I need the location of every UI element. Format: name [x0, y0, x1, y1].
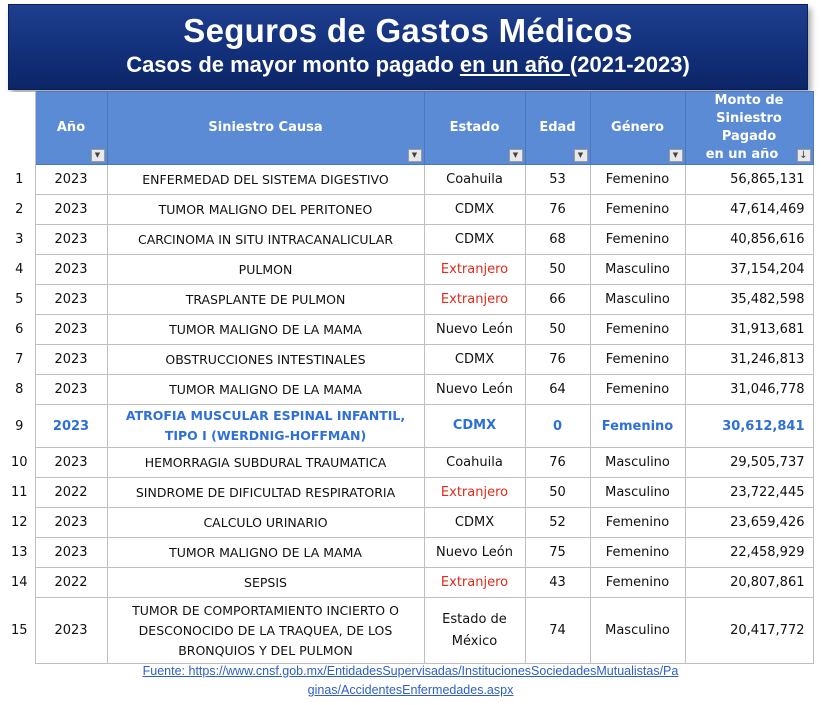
table-row [4, 195, 813, 225]
source-link[interactable] [0, 662, 821, 700]
cell-gender: Masculino [590, 598, 685, 664]
table-body [4, 165, 813, 664]
cell-cause-line: TUMOR MALIGNO DE LA MAMA [169, 544, 362, 560]
cell-year: 2023 [35, 285, 107, 315]
cell-cause-line: OBSTRUCCIONES INTESTINALES [165, 351, 366, 367]
cell-cause [107, 375, 424, 405]
subtitle-prefix: Casos de mayor monto pagado [126, 52, 460, 77]
cell-year: 2023 [35, 345, 107, 375]
cell-state-line: Extranjero [440, 484, 509, 500]
cell-cause [107, 165, 424, 195]
cell-age: 52 [525, 508, 590, 538]
cell-state [424, 478, 525, 508]
cell-gender: Masculino [590, 448, 685, 478]
cell-age: 76 [525, 345, 590, 375]
table-row [4, 345, 813, 375]
cell-state [424, 255, 525, 285]
row-number: 9 [4, 405, 35, 448]
cell-age: 68 [525, 225, 590, 255]
cell-year: 2023 [35, 508, 107, 538]
cell-cause-line: CARCINOMA IN SITU INTRACANALICULAR [137, 231, 394, 247]
cell-state-line: CDMX [454, 351, 495, 367]
subtitle-suffix: (2021-2023) [569, 52, 690, 77]
row-number: 7 [4, 345, 35, 375]
cell-cause-line: TUMOR MALIGNO DE LA MAMA [169, 321, 362, 337]
cell-cause-line: SEPSIS [244, 574, 287, 590]
cell-year: 2023 [35, 195, 107, 225]
cell-state-line: Estado de [442, 611, 507, 627]
cell-year: 2023 [35, 538, 107, 568]
cell-cause-line: CALCULO URINARIO [203, 514, 328, 530]
cell-cause-line: SINDROME DE DIFICULTAD RESPIRATORIA [135, 484, 396, 500]
cell-year: 2023 [35, 598, 107, 664]
cell-year: 2023 [35, 405, 107, 448]
row-number: 12 [4, 508, 35, 538]
cell-cause [107, 195, 424, 225]
dropdown-filter-icon[interactable]: ▼ [509, 149, 523, 162]
cell-cause-line: TIPO I (WERDNIG-HOFFMAN) [164, 428, 367, 443]
row-number: 4 [4, 255, 35, 285]
cell-age: 74 [525, 598, 590, 664]
cell-state [424, 598, 525, 664]
cell-cause [107, 225, 424, 255]
cell-cause [107, 255, 424, 285]
cell-gender: Femenino [590, 315, 685, 345]
cell-cause [107, 345, 424, 375]
cell-state-line: Coahuila [446, 454, 503, 470]
cell-age: 53 [525, 165, 590, 195]
cell-cause [107, 568, 424, 598]
row-number: 2 [4, 195, 35, 225]
cell-cause-line: TUMOR DE COMPORTAMIENTO INCIERTO O [132, 602, 399, 618]
column-header-cause [107, 92, 424, 165]
row-number: 11 [4, 478, 35, 508]
table-row [4, 255, 813, 285]
cell-amount: 31,046,778 [685, 375, 813, 405]
table-row [4, 568, 813, 598]
column-header-age [525, 92, 590, 165]
cell-amount: 35,482,598 [685, 285, 813, 315]
cell-amount: 56,865,131 [685, 165, 813, 195]
cell-state [424, 448, 525, 478]
dropdown-filter-icon[interactable]: ▼ [408, 149, 422, 162]
column-header-gender-label: Género [611, 120, 664, 135]
table-row [4, 405, 813, 448]
cell-age: 50 [525, 315, 590, 345]
cell-state-line: CDMX [454, 201, 495, 217]
cell-cause-line: TRASPLANTE DE PULMON [185, 291, 346, 307]
cell-year: 2023 [35, 375, 107, 405]
column-header-amount [685, 92, 813, 165]
cell-state-line: CDMX [454, 231, 495, 247]
cell-state [424, 568, 525, 598]
row-number: 6 [4, 315, 35, 345]
cell-age: 75 [525, 538, 590, 568]
column-header-state [424, 92, 525, 165]
source-link-line1[interactable]: Fuente: https://www.cnsf.gob.mx/EntidadesSupervisadas/InstitucionesSociedadesMutualistas/Pa [142, 664, 679, 678]
cell-amount: 31,913,681 [685, 315, 813, 345]
cell-cause-line: DESCONOCIDO DE LA TRAQUEA, DE LOS [138, 622, 393, 638]
cell-amount: 37,154,204 [685, 255, 813, 285]
cell-gender: Masculino [590, 285, 685, 315]
column-header-state-label: Estado [449, 120, 500, 135]
column-header-gender [590, 92, 685, 165]
column-header-amount-line3: en un año [705, 147, 779, 162]
cell-state [424, 165, 525, 195]
cell-cause-line: PULMON [238, 261, 293, 277]
cell-cause-line: TUMOR MALIGNO DEL PERITONEO [158, 201, 373, 217]
column-header-amount-line1: Monto de [714, 93, 784, 108]
cell-state [424, 375, 525, 405]
cell-gender: Femenino [590, 405, 685, 448]
dropdown-filter-icon[interactable]: ▼ [91, 149, 105, 162]
cell-amount: 47,614,469 [685, 195, 813, 225]
cell-age: 43 [525, 568, 590, 598]
table-row [4, 538, 813, 568]
cell-amount: 20,417,772 [685, 598, 813, 664]
cell-year: 2023 [35, 448, 107, 478]
cell-gender: Femenino [590, 375, 685, 405]
row-number: 15 [4, 598, 35, 664]
cell-cause [107, 405, 424, 448]
cell-cause [107, 598, 424, 664]
cell-gender: Femenino [590, 195, 685, 225]
cell-age: 50 [525, 478, 590, 508]
cell-amount: 20,807,861 [685, 568, 813, 598]
cell-amount: 23,659,426 [685, 508, 813, 538]
table-row [4, 508, 813, 538]
column-header-age-label: Edad [539, 120, 576, 135]
source-link-line2[interactable]: ginas/AccidentesEnfermedades.aspx [307, 683, 514, 697]
column-header-cause-label: Siniestro Causa [208, 120, 323, 135]
table-row [4, 285, 813, 315]
cell-year: 2022 [35, 568, 107, 598]
cell-cause-line: ENFERMEDAD DEL SISTEMA DIGESTIVO [142, 171, 389, 187]
cell-state [424, 538, 525, 568]
cell-gender: Masculino [590, 255, 685, 285]
row-number-header [4, 92, 35, 165]
cell-cause-line: TUMOR MALIGNO DE LA MAMA [169, 381, 362, 397]
cell-gender: Femenino [590, 165, 685, 195]
cell-state-line: CDMX [454, 514, 495, 530]
cell-year: 2023 [35, 165, 107, 195]
table-row [4, 225, 813, 255]
cell-cause [107, 508, 424, 538]
cell-year: 2023 [35, 225, 107, 255]
table-row [4, 375, 813, 405]
cell-state [424, 225, 525, 255]
cell-year: 2023 [35, 255, 107, 285]
cell-age: 76 [525, 448, 590, 478]
dropdown-filter-icon[interactable]: ▼ [669, 149, 683, 162]
cell-state-line: Nuevo León [436, 381, 513, 397]
cell-state-line: Extranjero [440, 261, 509, 277]
row-number: 5 [4, 285, 35, 315]
cell-state [424, 508, 525, 538]
cell-age: 64 [525, 375, 590, 405]
row-number: 3 [4, 225, 35, 255]
row-number: 13 [4, 538, 35, 568]
column-header-amount-line2: Siniestro Pagado [716, 111, 782, 144]
table-row [4, 448, 813, 478]
subtitle-underlined: en un año [459, 52, 570, 77]
cell-state [424, 345, 525, 375]
cell-gender: Masculino [590, 478, 685, 508]
cell-state-line: Nuevo León [436, 321, 513, 337]
dropdown-filter-icon[interactable]: ▼ [574, 149, 588, 162]
cell-gender: Femenino [590, 225, 685, 255]
cell-state-line: CDMX [452, 418, 497, 433]
row-number: 1 [4, 165, 35, 195]
cell-cause-line: ATROFIA MUSCULAR ESPINAL INFANTIL, [125, 408, 406, 423]
cell-state-line: Extranjero [440, 291, 509, 307]
cell-year: 2023 [35, 315, 107, 345]
cell-cause-line: BRONQUIOS Y DEL PULMON [178, 642, 353, 658]
cell-cause [107, 315, 424, 345]
cell-gender: Femenino [590, 568, 685, 598]
cell-age: 0 [525, 405, 590, 448]
column-header-year [35, 92, 107, 165]
cell-age: 76 [525, 195, 590, 225]
cell-amount: 29,505,737 [685, 448, 813, 478]
cell-gender: Femenino [590, 345, 685, 375]
row-number: 14 [4, 568, 35, 598]
table-row [4, 478, 813, 508]
header-row [4, 92, 813, 165]
cell-cause [107, 285, 424, 315]
cell-state [424, 195, 525, 225]
row-number: 10 [4, 448, 35, 478]
cell-gender: Femenino [590, 538, 685, 568]
row-number: 8 [4, 375, 35, 405]
claims-table [4, 91, 814, 664]
cell-cause-line: HEMORRAGIA SUBDURAL TRAUMATICA [144, 454, 387, 470]
cell-cause [107, 448, 424, 478]
cell-amount: 22,458,929 [685, 538, 813, 568]
table-row [4, 315, 813, 345]
cell-age: 66 [525, 285, 590, 315]
cell-year: 2022 [35, 478, 107, 508]
cell-age: 50 [525, 255, 590, 285]
cell-amount: 23,722,445 [685, 478, 813, 508]
cell-cause [107, 478, 424, 508]
table-row [4, 165, 813, 195]
title-banner [8, 4, 808, 90]
cell-state [424, 315, 525, 345]
cell-cause [107, 538, 424, 568]
table-row [4, 598, 813, 664]
page-title: Seguros de Gastos Médicos [183, 12, 633, 49]
cell-state [424, 285, 525, 315]
page-subtitle [9, 51, 807, 79]
cell-state-line: Nuevo León [436, 544, 513, 560]
cell-amount: 40,856,616 [685, 225, 813, 255]
cell-gender: Femenino [590, 508, 685, 538]
cell-state-line: Extranjero [440, 574, 509, 590]
sort-descending-icon[interactable]: ↓ [797, 149, 811, 162]
cell-state-line: Coahuila [446, 171, 503, 187]
column-header-year-label: Año [56, 120, 86, 135]
cell-state [424, 405, 525, 448]
cell-amount: 30,612,841 [685, 405, 813, 448]
cell-state-line: México [451, 633, 498, 649]
cell-amount: 31,246,813 [685, 345, 813, 375]
